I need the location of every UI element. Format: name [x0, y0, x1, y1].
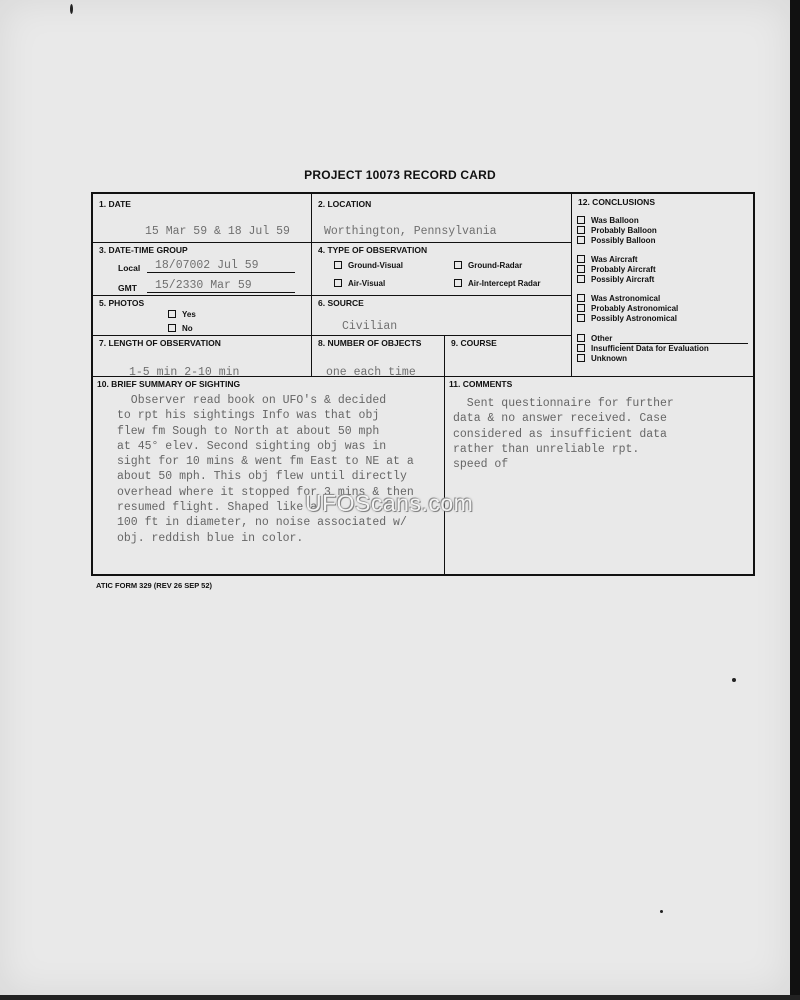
dtg-cell	[93, 242, 311, 295]
scan-speck	[732, 678, 736, 682]
possibly-aircraft-text: Possibly Aircraft	[591, 275, 655, 284]
probably-aircraft-text: Probably Aircraft	[591, 265, 656, 274]
length-label: 7. LENGTH OF OBSERVATION	[99, 338, 221, 348]
ground-visual-text: Ground-Visual	[348, 261, 403, 270]
course-cell	[444, 335, 571, 376]
ground-radar-option	[454, 261, 522, 270]
comments-label: 11. COMMENTS	[449, 379, 513, 389]
was-balloon-option	[577, 216, 639, 226]
checkbox-icon	[577, 216, 585, 224]
scan-edge-bottom	[0, 995, 800, 1000]
probably-balloon-text: Probably Balloon	[591, 226, 657, 235]
scan-mark	[70, 4, 73, 14]
date-label: 1. DATE	[99, 199, 131, 209]
checkbox-icon	[577, 334, 585, 342]
length-cell	[93, 335, 311, 379]
gmt-value: 15/2330 Mar 59	[155, 279, 252, 292]
dtg-label: 3. DATE-TIME GROUP	[99, 245, 188, 255]
checkbox-icon	[334, 279, 342, 287]
other-option	[577, 334, 612, 344]
air-visual-text: Air-Visual	[348, 279, 386, 288]
location-cell	[311, 194, 571, 242]
location-label: 2. LOCATION	[318, 199, 372, 209]
probably-astronomical-text: Probably Astronomical	[591, 304, 679, 313]
local-label: Local	[118, 263, 141, 273]
possibly-balloon-text: Possibly Balloon	[591, 236, 656, 245]
air-intercept-option	[454, 279, 540, 288]
checkbox-icon	[577, 255, 585, 263]
number-objects-cell	[311, 335, 444, 379]
gmt-label: GMT	[118, 283, 137, 293]
checkbox-icon	[577, 236, 585, 244]
length-value: 1-5 min 2-10 min	[129, 366, 240, 379]
unknown-text: Unknown	[591, 354, 627, 363]
scan-edge-right	[790, 0, 800, 1000]
photos-yes-option	[168, 310, 196, 319]
conclusions-cell	[571, 194, 755, 376]
checkbox-icon	[454, 261, 462, 269]
checkbox-checked-icon	[577, 344, 585, 352]
summary-text: Observer read book on UFO's & decided to rpt his sightings Info was that obj flew fm Sough to North at about 50 mph at 45° elev. Second sighting obj was in sight for 10 mins & went fm East to NE at a about 50 mph. This obj flew until directly overhead where it stopped for 3 mins & then resumed flight. Shaped like a 100 ft in diameter, no noise associated w/ obj. reddish blue in color.	[117, 394, 414, 545]
air-visual-option	[334, 279, 385, 288]
number-objects-value: one each time	[326, 366, 416, 379]
local-underline	[147, 272, 295, 273]
comments-text: Sent questionnaire for further data & no answer received. Case considered as insufficient data rather than unreliable rpt. speed of	[453, 397, 674, 472]
insufficient-data-option	[577, 344, 709, 354]
possibly-astronomical-option	[577, 314, 677, 324]
number-objects-label: 8. NUMBER OF OBJECTS	[318, 338, 422, 348]
unknown-option	[577, 354, 627, 364]
conclusions-label: 12. CONCLUSIONS	[578, 197, 655, 207]
was-aircraft-text: Was Aircraft	[591, 255, 638, 264]
possibly-balloon-option	[577, 236, 655, 246]
was-astronomical-option	[577, 294, 660, 304]
insufficient-data-text: Insufficient Data for Evaluation	[591, 344, 709, 353]
watermark: UFOScans.com	[305, 490, 474, 516]
checkbox-checked-icon	[334, 261, 342, 269]
checkbox-icon	[577, 294, 585, 302]
scan-speck	[660, 910, 663, 913]
possibly-astronomical-text: Possibly Astronomical	[591, 314, 677, 323]
summary-label: 10. BRIEF SUMMARY OF SIGHTING	[97, 379, 241, 389]
type-observation-label: 4. TYPE OF OBSERVATION	[318, 245, 428, 255]
checkbox-icon	[577, 275, 585, 283]
photos-label: 5. PHOTOS	[99, 298, 145, 308]
source-value: Civilian	[342, 320, 398, 333]
photos-no-text: No	[182, 324, 193, 333]
was-astronomical-text: Was Astronomical	[591, 294, 661, 303]
checkbox-icon	[454, 279, 462, 287]
checkbox-icon	[577, 354, 585, 362]
ground-radar-text: Ground-Radar	[468, 261, 523, 270]
possibly-aircraft-option	[577, 275, 654, 285]
air-intercept-text: Air-Intercept Radar	[468, 279, 541, 288]
location-value: Worthington, Pennsylvania	[324, 225, 497, 238]
course-label: 9. COURSE	[451, 338, 497, 348]
date-value: 15 Mar 59 & 18 Jul 59	[145, 225, 290, 238]
other-text: Other	[591, 334, 613, 343]
was-aircraft-option	[577, 255, 638, 265]
ground-visual-option	[334, 261, 403, 270]
photos-yes-text: Yes	[182, 310, 196, 319]
probably-balloon-option	[577, 226, 657, 236]
source-label: 6. SOURCE	[318, 298, 364, 308]
card-title: PROJECT 10073 RECORD CARD	[304, 168, 496, 182]
checkbox-icon	[577, 304, 585, 312]
probably-aircraft-option	[577, 265, 656, 275]
photos-cell	[93, 295, 311, 335]
local-value: 18/07002 Jul 59	[155, 259, 259, 272]
date-cell	[93, 194, 311, 242]
record-card-form	[91, 192, 755, 576]
checkbox-icon	[577, 226, 585, 234]
source-cell	[311, 295, 571, 335]
type-observation-cell	[311, 242, 571, 295]
photos-no-option	[168, 324, 193, 333]
checkbox-icon	[577, 265, 585, 273]
form-number: ATIC FORM 329 (REV 26 SEP 52)	[96, 581, 213, 590]
summary-cell	[93, 376, 444, 574]
was-balloon-text: Was Balloon	[591, 216, 639, 225]
checkbox-icon	[168, 310, 176, 318]
gmt-underline	[147, 292, 295, 293]
checkbox-checked-icon	[168, 324, 176, 332]
comments-cell	[444, 376, 755, 574]
probably-astronomical-option	[577, 304, 678, 314]
checkbox-icon	[577, 314, 585, 322]
